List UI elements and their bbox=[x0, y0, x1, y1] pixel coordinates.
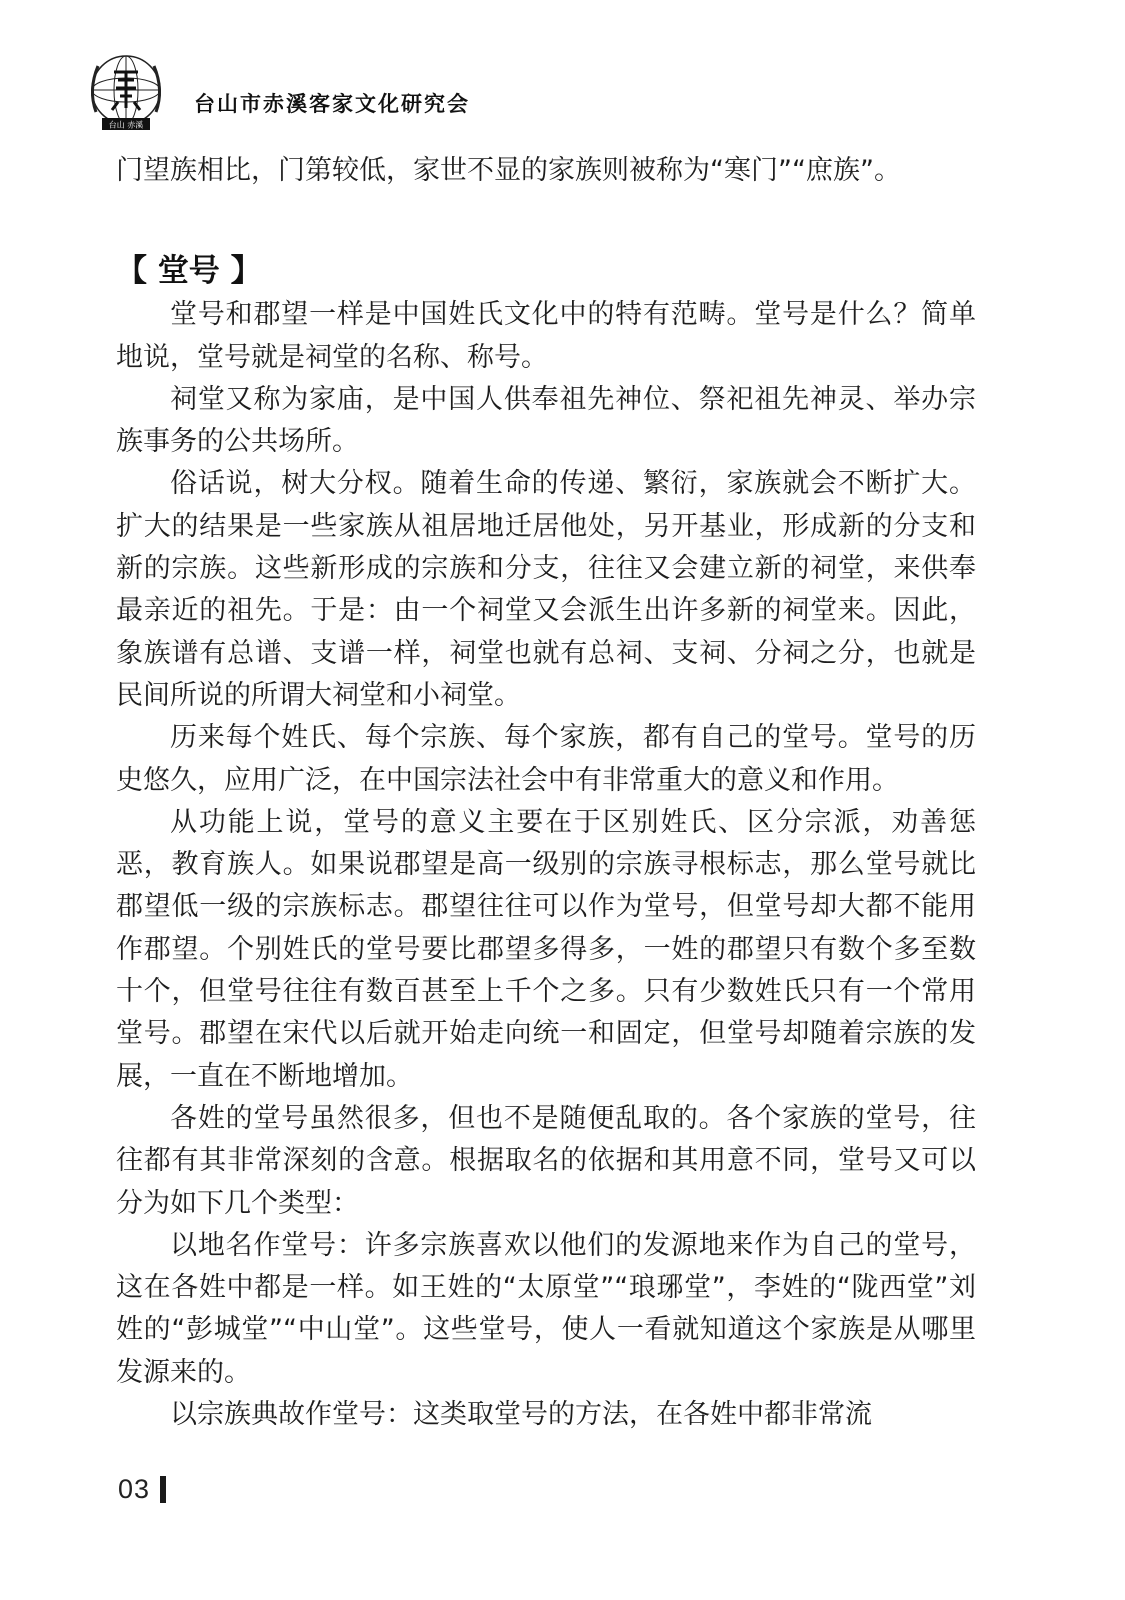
page-header bbox=[84, 50, 984, 140]
emblem-ribbon-text: 台山 赤溪 bbox=[108, 120, 144, 130]
paragraph: 祠堂又称为家庙，是中国人供奉祖先神位、祭祀祖先神灵、举办宗族事务的公共场所。 bbox=[116, 383, 976, 458]
paragraph: 堂号和郡望一样是中国姓氏文化中的特有范畴。堂号是什么？简单地说，堂号就是祠堂的名称、称号。 bbox=[116, 299, 976, 373]
association-emblem-icon bbox=[84, 50, 168, 134]
paragraph: 各姓的堂号虽然很多，但也不是随便乱取的。各个家族的堂号，往往都有其非常深刻的含意。根据取名的依据和其用意不同，堂号又可以分为如下几个类型： bbox=[116, 1102, 976, 1219]
page-marker-bar bbox=[160, 1476, 166, 1503]
intro-paragraph: 门望族相比，门第较低，家世不显的家族则被称为“寒门”“庶族”。 bbox=[116, 155, 901, 186]
page-number: 03 bbox=[118, 1474, 151, 1504]
section-heading: 【 堂号 】 bbox=[116, 253, 262, 290]
paragraph: 以地名作堂号：许多宗族喜欢以他们的发源地来作为自己的堂号，这在各姓中都是一样。如王姓的“太原堂”“琅琊堂”，李姓的“陇西堂”刘姓的“彭城堂”“中山堂”。这些堂号，使人一看就知道这个家族是从哪里发源来的。 bbox=[116, 1229, 976, 1388]
paragraph: 历来每个姓氏、每个宗族、每个家族，都有自己的堂号。堂号的历史悠久，应用广泛，在中国宗法社会中有非常重大的意义和作用。 bbox=[116, 722, 976, 796]
paragraph: 以宗族典故作堂号：这类取堂号的方法，在各姓中都非常流 bbox=[170, 1399, 872, 1431]
paragraph: 俗话说，树大分杈。随着生命的传递、繁衍，家族就会不断扩大。扩大的结果是一些家族从祖居地迁居他处，另开基业，形成新的分支和新的宗族。这些新形成的宗族和分支，往往又会建立新的祠堂，来供奉最亲近的祖先。于是：由一个祠堂又会派生出许多新的祠堂来。因此，象族谱有总谱、支谱一样，祠堂也就有总祠、支祠、分祠之分，也就是民间所说的所谓大祠堂和小祠堂。 bbox=[116, 468, 976, 711]
page-footer bbox=[118, 1474, 166, 1505]
organization-name: 台山市赤溪客家文化研究会 bbox=[194, 91, 470, 116]
article-body bbox=[116, 150, 976, 1436]
paragraph: 从功能上说，堂号的意义主要在于区别姓氏、区分宗派，劝善惩恶，教育族人。如果说郡望是高一级别的宗族寻根标志，那么堂号就比郡望低一级的宗族标志。郡望往往可以作为堂号，但堂号却大都不能用作郡望。个别姓氏的堂号要比郡望多得多，一姓的郡望只有数个多至数十个，但堂号往往有数百甚至上千个之多。只有少数姓氏只有一个常用堂号。郡望在宋代以后就开始走向统一和固定，但堂号却随着宗族的发展，一直在不断地增加。 bbox=[116, 806, 976, 1092]
